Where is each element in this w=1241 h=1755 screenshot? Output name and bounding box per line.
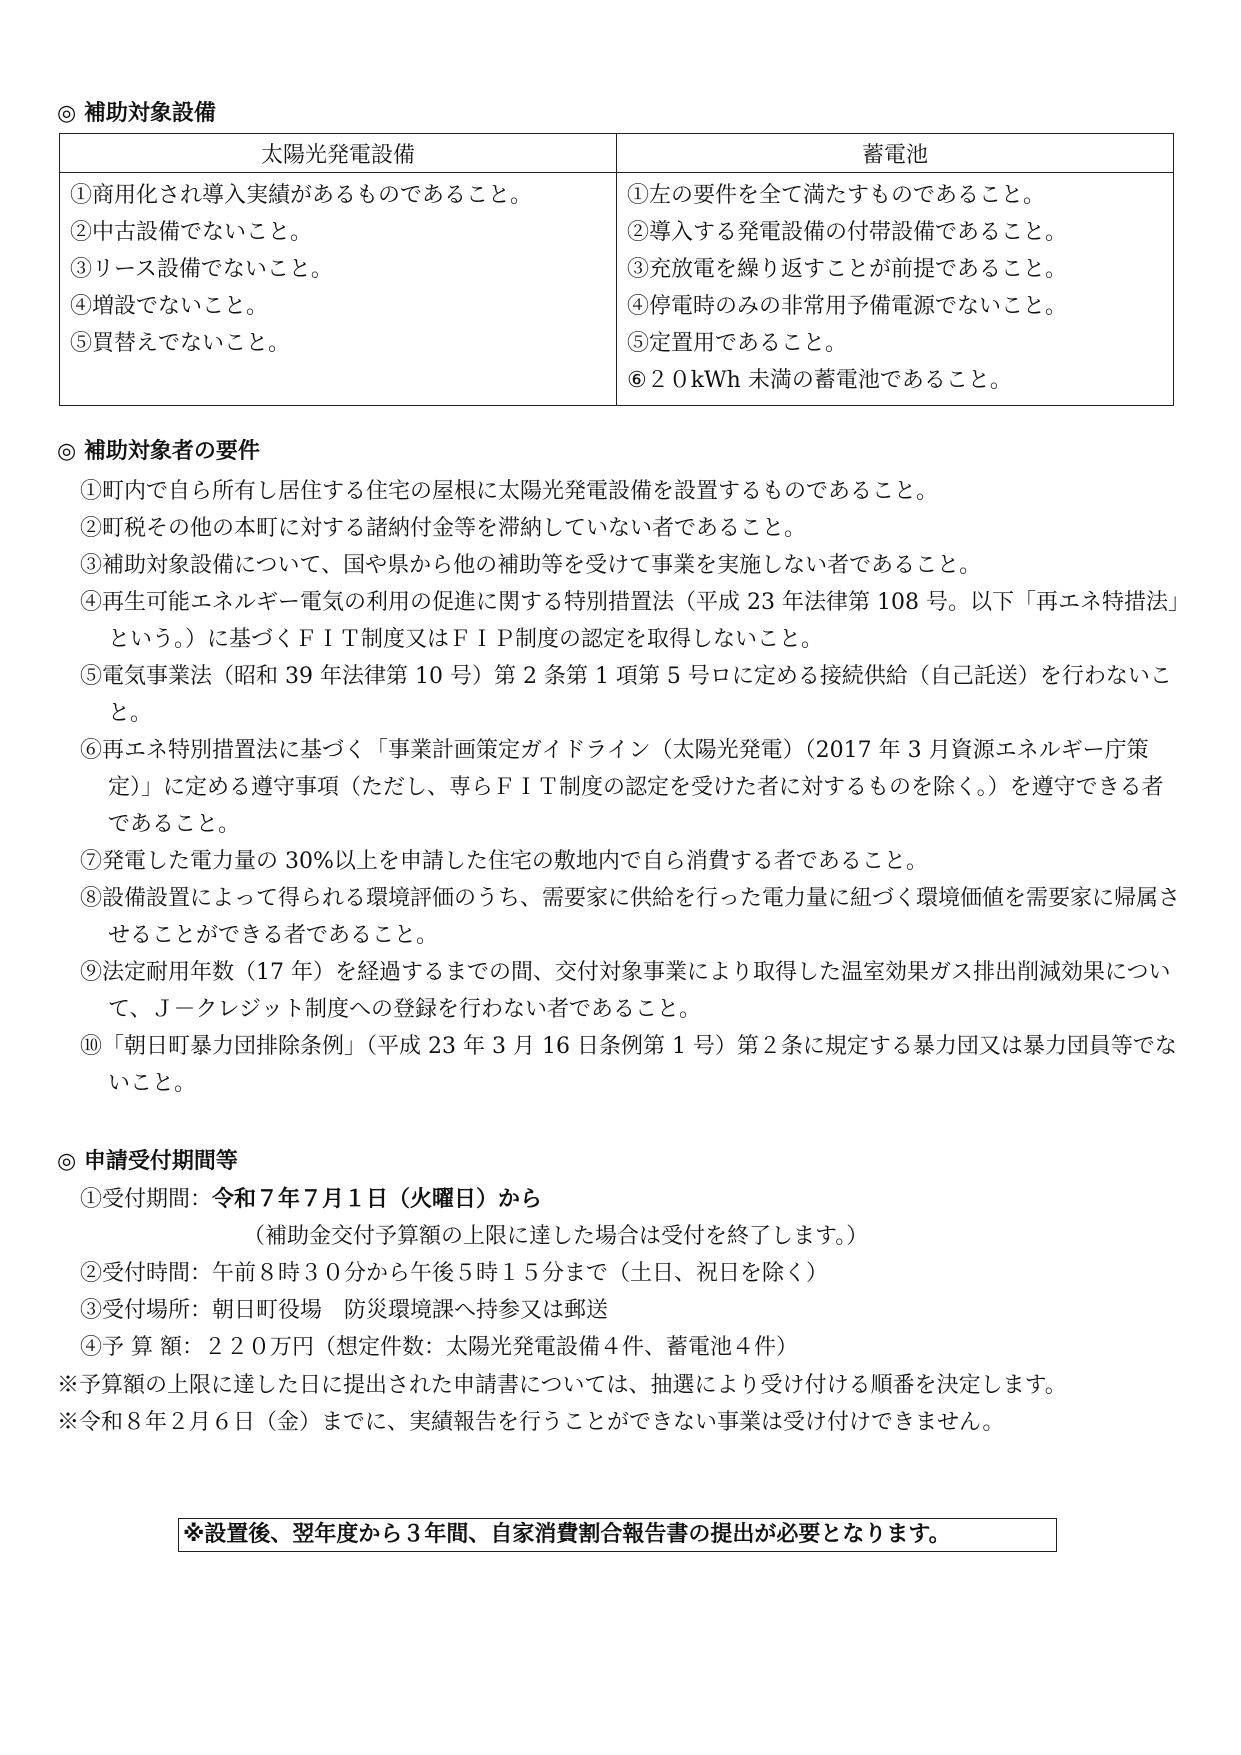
solar-column-header: 太陽光発電設備 xyxy=(60,134,617,173)
period-label: ①受付期間： xyxy=(80,1187,213,1212)
battery-item: ②導入する発電設備の付帯設備であること。 xyxy=(627,220,1068,245)
eligibility-item: ④再生可能エネルギー電気の利用の促進に関する特別措置法（平成 23 年法律第 108 号。以下「再エネ特措法」という。）に基づくＦＩＴ制度又はＦＩＰ制度の認定を取得しないこと。 xyxy=(80,590,1179,652)
solar-requirements xyxy=(60,173,617,406)
eligibility-item: ①町内で自ら所有し居住する住宅の屋根に太陽光発電設備を設置するものであること。 xyxy=(80,479,939,504)
battery-column-header: 蓄電池 xyxy=(617,134,1174,173)
battery-item: ④停電時のみの非常用予備電源でないこと。 xyxy=(627,294,1068,319)
eligibility-item: ⑨法定耐用年数（17 年）を経過するまでの間、交付対象事業により取得した温室効果ガス排出削減効果について、Ｊ－クレジット制度への登録を行わない者であること。 xyxy=(80,960,1171,1022)
eligibility-item: ⑥再エネ特別措置法に基づく「事業計画策定ガイドライン（太陽光発電）（2017 年 3 月資源エネルギー庁策定）」に定める遵守事項（ただし、専らＦＩＴ制度の認定を受けた者に対するものを除く。）を遵守できる者であること。 xyxy=(80,738,1164,837)
solar-item: ③リース設備でないこと。 xyxy=(70,257,333,282)
battery-requirements xyxy=(617,173,1174,406)
solar-item: ④増設でないこと。 xyxy=(70,294,269,319)
eligibility-item: ⑤電気事業法（昭和 39 年法律第 10 号）第 2 条第 1 項第 5 号ロに定める接続供給（自己託送）を行わないこと。 xyxy=(80,664,1172,726)
equipment-table xyxy=(59,133,1174,406)
application-budget: ④予 算 額：２２０万円（想定件数：太陽光発電設備４件、蓄電池４件） xyxy=(80,1335,798,1360)
battery-item: ③充放電を繰り返すことが前提であること。 xyxy=(627,257,1068,282)
period-value: 令和７年７月１日（火曜日）から xyxy=(212,1187,543,1212)
application-note-lottery: ※予算額の上限に達した日に提出された申請書については、抽選により受け付ける順番を決定します。 xyxy=(57,1373,1067,1398)
eligibility-heading: ◎ 補助対象者の要件 xyxy=(57,439,260,464)
application-hours: ②受付時間：午前８時３０分から午後５時１５分まで（土日、祝日を除く） xyxy=(80,1261,829,1286)
eligibility-item: ③補助対象設備について、国や県から他の補助等を受けて事業を実施しない者であること。 xyxy=(80,553,982,578)
eligibility-item: ②町税その他の本町に対する諸納付金等を滞納していない者であること。 xyxy=(80,516,807,541)
application-place: ③受付場所：朝日町役場 防災環境課へ持参又は郵送 xyxy=(80,1298,609,1323)
period-note: （補助金交付予算額の上限に達した場合は受付を終了します。） xyxy=(243,1224,869,1249)
eligibility-item: ⑩「朝日町暴力団排除条例」（平成 23 年 3 月 16 日条例第 1 号）第２条に規定する暴力団又は暴力団員等でないこと。 xyxy=(80,1034,1177,1096)
battery-item: ⑥２０kWh 未満の蓄電池であること。 xyxy=(627,368,1012,393)
eligibility-item: ⑧設備設置によって得られる環境評価のうち、需要家に供給を行った電力量に紐づく環境価値を需要家に帰属させることができる者であること。 xyxy=(80,886,1181,948)
application-heading: ◎ 申請受付期間等 xyxy=(57,1149,238,1174)
solar-item: ⑤買替えでないこと。 xyxy=(70,331,291,356)
equipment-heading: ◎ 補助対象設備 xyxy=(57,101,216,126)
footer-notice-box: ※設置後、翌年度から３年間、自家消費割合報告書の提出が必要となります。 xyxy=(178,1518,1057,1552)
eligibility-item: ⑦発電した電力量の 30%以上を申請した住宅の敷地内で自ら消費する者であること。 xyxy=(80,849,928,874)
solar-item: ①商用化され導入実績があるものであること。 xyxy=(70,183,533,208)
eligibility-list xyxy=(80,473,1180,1102)
solar-item: ②中古設備でないこと。 xyxy=(70,220,313,245)
application-note-deadline: ※令和８年２月６日（金）までに、実績報告を行うことができない事業は受け付けできません。 xyxy=(57,1410,1005,1435)
battery-item: ⑤定置用であること。 xyxy=(627,331,848,356)
battery-item: ①左の要件を全て満たすものであること。 xyxy=(627,183,1046,208)
application-period xyxy=(80,1185,542,1215)
